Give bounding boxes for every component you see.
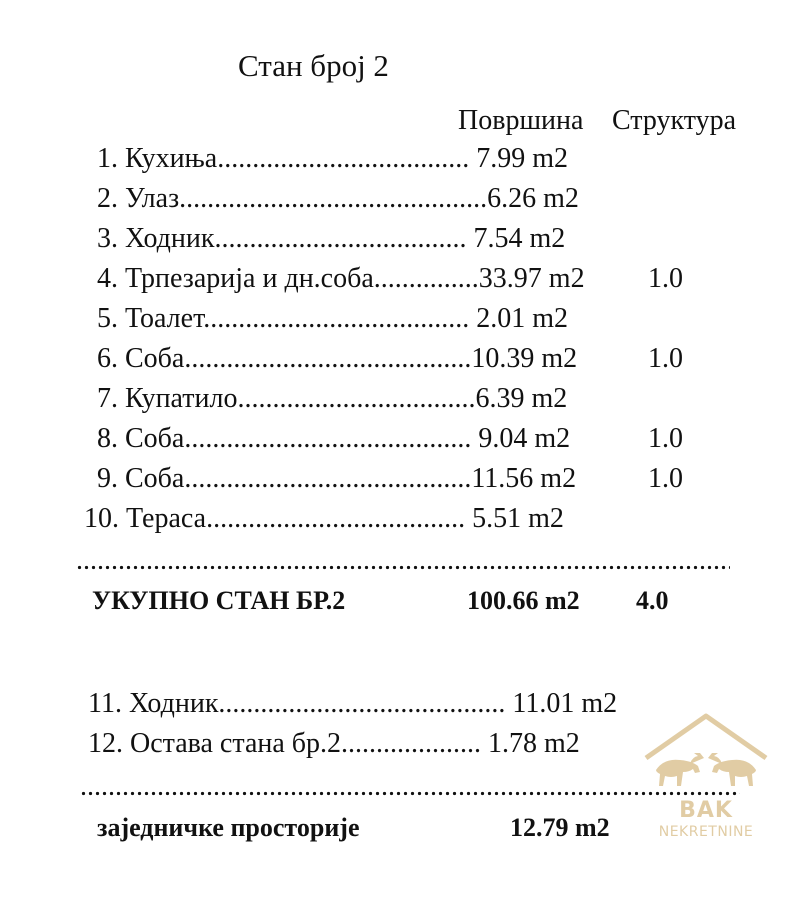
room-row [0, 303, 806, 343]
total-apartment-label: УКУПНО СТАН БР.2 [92, 586, 346, 615]
total-apartment-structure: 4.0 [636, 586, 669, 615]
total-common-label: заједничке просторије [97, 813, 360, 842]
room-row [0, 463, 806, 503]
room-label: 10. Тераса..................................... 5.51 m2 [84, 503, 564, 534]
room-label: 9. Соба.........................................11.56 m2 [97, 463, 577, 494]
room-label: 1. Кухиња.................................... 7.99 m2 [97, 143, 569, 174]
room-row [0, 343, 806, 383]
dotted-separator [80, 791, 740, 796]
total-apartment-area: 100.66 m2 [467, 586, 580, 615]
room-structure: 1.0 [648, 343, 683, 374]
page-title: Стан број 2 [238, 48, 389, 83]
total-apartment-row [0, 586, 806, 626]
room-row [0, 183, 806, 223]
room-row [0, 223, 806, 263]
common-room-label: 12. Остава стана бр.2.................... 1.78 m2 [88, 728, 580, 759]
two-bulls-house-logo-icon [642, 712, 770, 802]
room-row [0, 383, 806, 423]
room-structure: 1.0 [648, 423, 683, 454]
total-common-area: 12.79 m2 [510, 813, 610, 842]
room-row [0, 143, 806, 183]
room-label: 6. Соба.........................................10.39 m2 [97, 343, 578, 374]
room-structure: 1.0 [648, 263, 683, 294]
dotted-separator [76, 565, 730, 570]
room-label: 2. Улаз............................................6.26 m2 [97, 183, 579, 214]
watermark-brand: BAK [679, 798, 733, 823]
room-structure: 1.0 [648, 463, 683, 494]
room-row [0, 263, 806, 303]
room-row [0, 423, 806, 463]
structure-column-header: Структура [612, 105, 737, 136]
watermark-sub: NEKRETNINE [658, 824, 754, 840]
room-label: 7. Купатило..................................6.39 m2 [97, 383, 568, 414]
room-row [0, 503, 806, 543]
room-label: 8. Соба......................................... 9.04 m2 [97, 423, 571, 454]
bak-nekretnine-watermark [642, 712, 770, 852]
room-label: 5. Тоалет...................................... 2.01 m2 [97, 303, 568, 334]
area-column-header: Површина [458, 105, 584, 136]
common-room-label: 11. Ходник......................................... 11.01 m2 [88, 688, 618, 719]
room-label: 4. Трпезарија и дн.соба...............33.97 m2 [97, 263, 585, 294]
room-label: 3. Ходник.................................... 7.54 m2 [97, 223, 566, 254]
